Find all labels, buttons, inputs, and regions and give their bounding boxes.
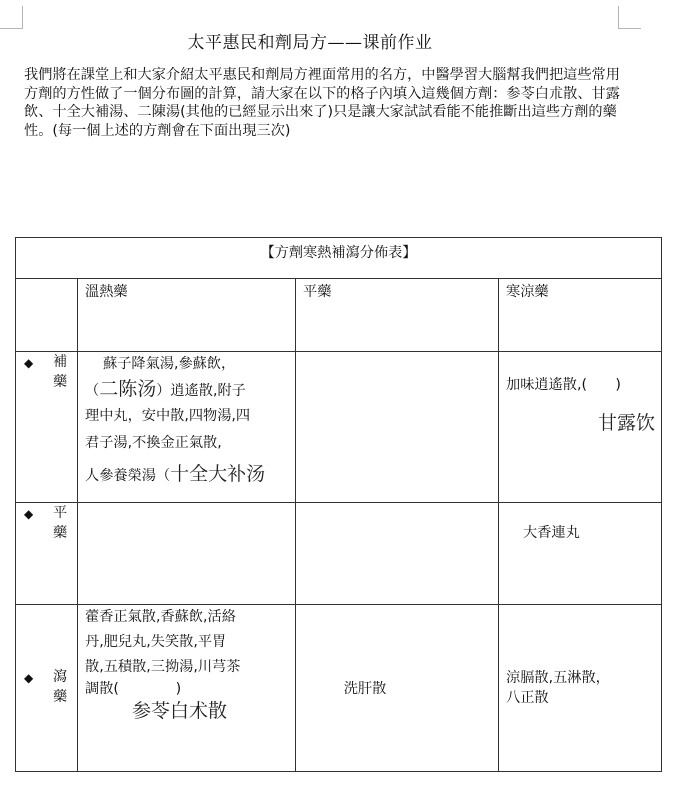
diamond-bullet-icon: ◆ [24,356,34,370]
header-cold: 寒涼藥 [499,279,662,352]
cell-line: 藿香正氣散,香蘇飲,活絡 [85,609,236,625]
row-label-text: 瀉藥 [53,669,68,705]
cell-line: 理中丸，安中散,四物湯,四 [85,408,251,424]
handwritten-answer: 十全大补汤 [170,463,266,485]
row-label-text: 平藥 [53,505,68,541]
cell-line: 丹,肥兒丸,失笑散,平胃 [85,634,227,650]
cell-neutral-neutral [296,503,499,605]
cell-line: 蘇子降氣湯,參蘇飲， [103,356,236,372]
cell-tonify-cold [499,352,662,503]
formula-distribution-table [15,237,662,772]
cell-neutral-warm [78,503,296,605]
handwritten-answer: 参苓白术散 [132,700,228,722]
header-blank-cell [16,279,78,352]
cell-line: 洗肝散 [343,681,387,697]
document-title: 太平惠民和劑局方——课前作业 [187,33,433,53]
bracket-open: （ [85,383,100,399]
crop-mark-top-right [618,6,641,29]
header-warm: 溫熱藥 [78,279,296,352]
row-label-drain [16,605,78,772]
handwritten-answer: 甘露饮 [598,412,656,434]
cell-line: 加味逍遙散,( ) [506,377,621,393]
cell-line: 散,五積散,三拗湯,川芎茶 [85,659,241,675]
cell-drain-warm [78,605,296,772]
intro-paragraph: 我們將在課堂上和大家介紹太平惠民和劑局方裡面常用的名方，中醫學習大腦幫我們把這些常用方劑的方性做了一個分布圖的計算，請大家在以下的格子內填入這幾個方劑：参苓白朮散、甘露飲、十全大補湯、二陳湯(其他的已經显示出來了)只是讓大家試試看能不能推斷出這些方劑的藥性。(每一個上述的方劑會在下面出現三次) [24,67,620,139]
cell-line: 大香連丸 [523,525,580,541]
diamond-bullet-icon: ◆ [24,671,34,685]
cell-line: 人參養榮湯（ [85,468,171,484]
cell-tonify-warm [78,352,296,503]
table-caption: 【方劑寒熱補瀉分佈表】 [16,238,662,279]
cell-drain-neutral [296,605,499,772]
cell-line: ）逍遙散,附子 [156,383,246,399]
crop-mark-top-left [0,6,23,29]
cell-line: 調散( ) [85,681,182,697]
cell-drain-cold [499,605,662,772]
row-label-text: 補藥 [53,354,68,390]
diamond-bullet-icon: ◆ [24,507,34,521]
row-label-tonify [16,352,78,503]
cell-line: 君子湯,不換金正氣散, [85,435,222,451]
cell-neutral-cold [499,503,662,605]
header-neutral: 平藥 [296,279,499,352]
cell-line: 八正散 [506,690,549,706]
cell-line: 涼膈散,五淋散， [506,670,610,686]
row-label-neutral [16,503,78,605]
handwritten-answer: 二陈汤 [99,378,157,400]
cell-tonify-neutral [296,352,499,503]
